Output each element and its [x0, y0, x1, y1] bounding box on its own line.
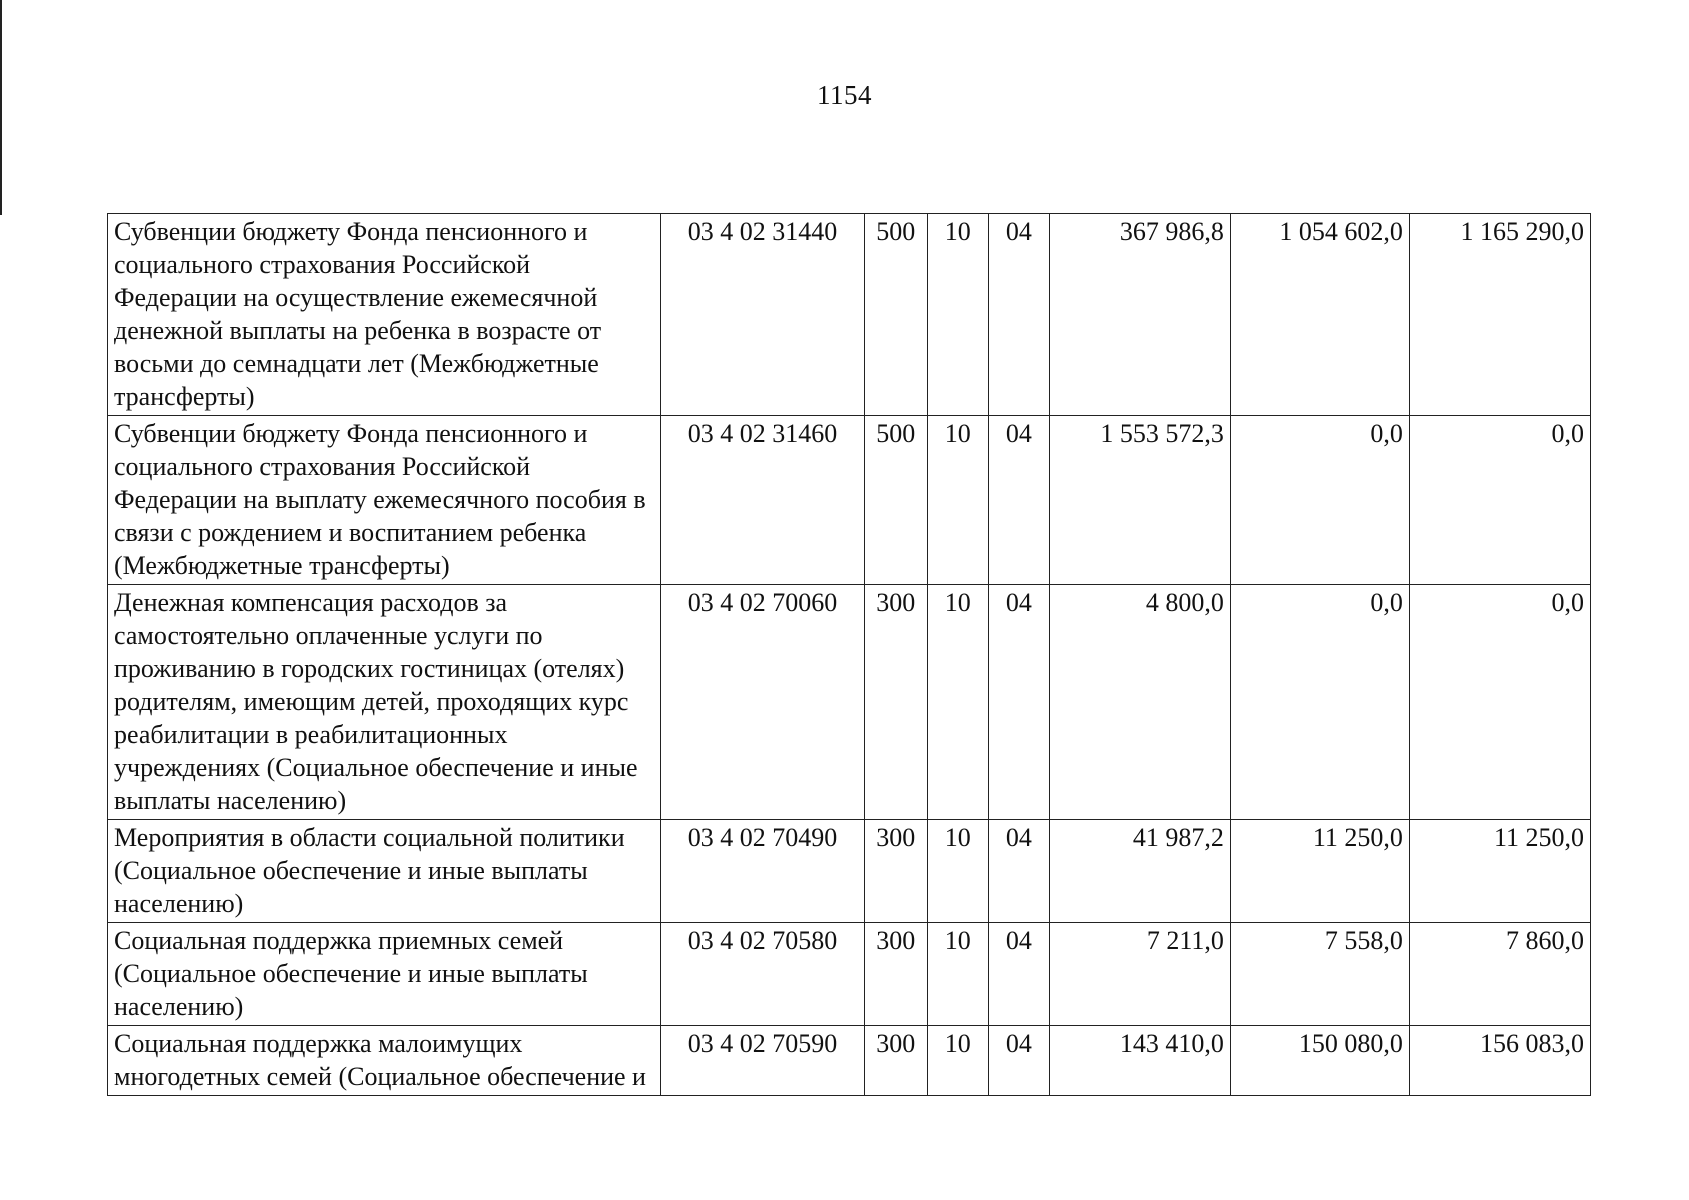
- cell-amount-1: 143 410,0: [1049, 1026, 1230, 1096]
- cell-amount-3: 0,0: [1409, 416, 1590, 585]
- cell-amount-3: 156 083,0: [1409, 1026, 1590, 1096]
- cell-description: Мероприятия в области социальной политики (Социальное обеспечение и иные выплаты населению): [108, 820, 661, 923]
- cell-expense-type: 500: [864, 214, 927, 416]
- cell-amount-2: 0,0: [1230, 416, 1409, 585]
- cell-description: Субвенции бюджету Фонда пенсионного и социального страхования Российской Федерации на выплату ежемесячного пособия в связи с рождением и воспитанием ребенка (Межбюджетные трансферты): [108, 416, 661, 585]
- cell-amount-3: 7 860,0: [1409, 923, 1590, 1026]
- cell-section: 10: [927, 585, 988, 820]
- cell-expense-type: 300: [864, 820, 927, 923]
- cell-amount-1: 367 986,8: [1049, 214, 1230, 416]
- cell-description: Субвенции бюджету Фонда пенсионного и социального страхования Российской Федерации на осуществление ежемесячной денежной выплаты на ребенка в возрасте от восьми до семнадцати лет (Межбюджетные трансферты): [108, 214, 661, 416]
- cell-description: Денежная компенсация расходов за самостоятельно оплаченные услуги по проживанию в городских гостиницах (отелях) родителям, имеющим детей, проходящих курс реабилитации в реабилитационных учреждениях (Социальное обеспечение и иные выплаты населению): [108, 585, 661, 820]
- cell-amount-3: 0,0: [1409, 585, 1590, 820]
- cell-target-article: 03 4 02 31460: [661, 416, 864, 585]
- cell-target-article: 03 4 02 70590: [661, 1026, 864, 1096]
- cell-target-article: 03 4 02 70490: [661, 820, 864, 923]
- cell-subsection: 04: [988, 923, 1049, 1026]
- table-row: [108, 820, 1591, 923]
- cell-amount-3: 11 250,0: [1409, 820, 1590, 923]
- cell-target-article: 03 4 02 70580: [661, 923, 864, 1026]
- table-row: [108, 214, 1591, 416]
- cell-subsection: 04: [988, 214, 1049, 416]
- cell-amount-2: 150 080,0: [1230, 1026, 1409, 1096]
- cell-subsection: 04: [988, 416, 1049, 585]
- cell-amount-2: 0,0: [1230, 585, 1409, 820]
- cell-subsection: 04: [988, 820, 1049, 923]
- cell-amount-1: 1 553 572,3: [1049, 416, 1230, 585]
- table-row: [108, 416, 1591, 585]
- table-row: [108, 1026, 1591, 1096]
- cell-amount-1: 7 211,0: [1049, 923, 1230, 1026]
- cell-expense-type: 500: [864, 416, 927, 585]
- cell-amount-3: 1 165 290,0: [1409, 214, 1590, 416]
- cell-description: Социальная поддержка приемных семей (Социальное обеспечение и иные выплаты населению): [108, 923, 661, 1026]
- cell-section: 10: [927, 214, 988, 416]
- cell-section: 10: [927, 416, 988, 585]
- cell-amount-2: 7 558,0: [1230, 923, 1409, 1026]
- cell-expense-type: 300: [864, 585, 927, 820]
- cell-section: 10: [927, 923, 988, 1026]
- cell-description: Социальная поддержка малоимущих многодетных семей (Социальное обеспечение и: [108, 1026, 661, 1096]
- page-number: 1154: [817, 80, 872, 110]
- cell-amount-2: 11 250,0: [1230, 820, 1409, 923]
- budget-table: [107, 213, 1591, 1096]
- cell-expense-type: 300: [864, 1026, 927, 1096]
- cell-subsection: 04: [988, 585, 1049, 820]
- cell-target-article: 03 4 02 70060: [661, 585, 864, 820]
- table-row: [108, 923, 1591, 1026]
- table-row: [108, 585, 1591, 820]
- cell-amount-1: 41 987,2: [1049, 820, 1230, 923]
- cell-section: 10: [927, 820, 988, 923]
- cell-section: 10: [927, 1026, 988, 1096]
- cell-target-article: 03 4 02 31440: [661, 214, 864, 416]
- cell-expense-type: 300: [864, 923, 927, 1026]
- cell-amount-2: 1 054 602,0: [1230, 214, 1409, 416]
- cell-subsection: 04: [988, 1026, 1049, 1096]
- cell-amount-1: 4 800,0: [1049, 585, 1230, 820]
